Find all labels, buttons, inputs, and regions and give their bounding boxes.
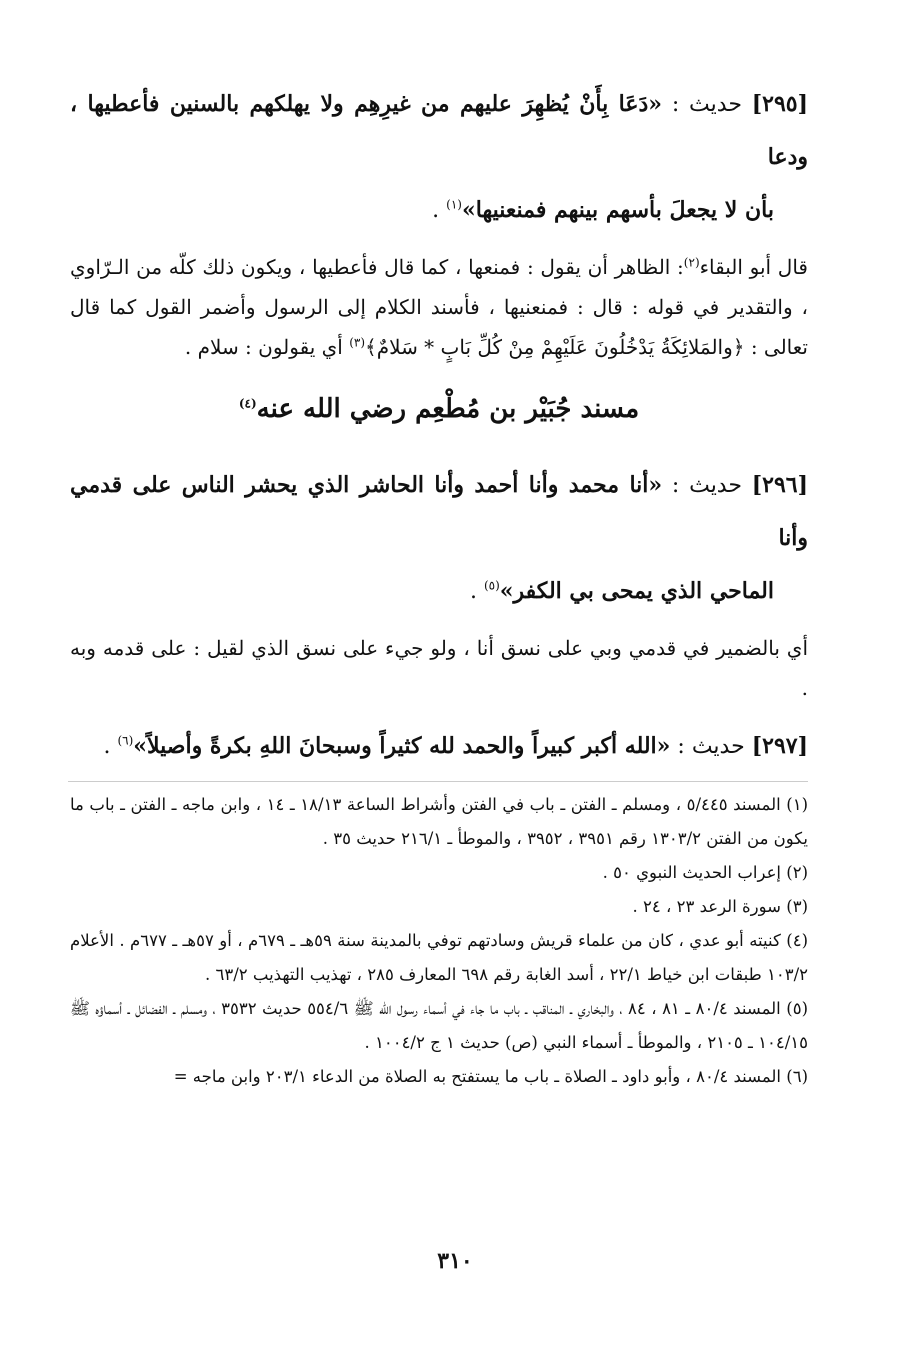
footnote-5: (٥) المسند ٨٠/٤ ـ ٨١ ، ٨٤ ، والبخاري ـ المناقب ـ باب ما جاء في أسماء رسول الله ﷺ ٥٥٤/٦ حديث ٣٥٣٢ ، ومسلم ـ الفضائل ـ أسماؤه ﷺ ١٠٤/١٥ ـ ٢١٠٥ ، والموطأ ـ أسماء النبي (ص) حديث ١ ج ١٠٠٤/٢ . (70, 999, 808, 1052)
hadith-text: «الله أكبر كبيراً والحمد لله كثيراً وسبحانَ اللهِ بكرةً وأصيلاً» (133, 733, 671, 759)
footnote-3: (٣) سورة الرعد ٢٣ ، ٢٤ . (632, 897, 808, 916)
footnote-divider (68, 781, 808, 782)
hadith-end: . (432, 198, 447, 223)
footnote-2: (٢) إعراب الحديث النبوي ٥٠ . (602, 863, 808, 882)
hadith-text-line2: الماحي الذي يمحى بي الكفر» (499, 578, 774, 604)
hadith-number: [٢٩٧] (751, 733, 808, 759)
hadith-label: حديث : (671, 473, 742, 498)
hadith-end: . (103, 734, 118, 759)
footnote-6: (٦) المسند ٨٠/٤ ، وأبو داود ـ الصلاة ـ باب ما يستفتح به الصلاة من الدعاء ٢٠٣/١ وابن ماجه = (173, 1067, 808, 1086)
hadith-label: حديث : (671, 92, 742, 117)
hadith-text-line1: «دَعَا بِأَنْ يُظهِرَ عليهم من غيرِهِم ولا يهلكهم بالسنين فأعطيها ، ودعا (70, 91, 808, 170)
commentary-1-body: : الظاهر أن يقول : فمنعها ، كما قال فأعطيها ، ويكون ذلك كلّه من الـرّاوي ، والتقدير في قوله : قال : فمنعنيها ، فأسند الكلام إلى الرسول وأضمر القول كما قال تعالى : ﴿والمَلائِكَةُ يَدْخُلُونَ عَلَيْهِمْ مِنْ كُلِّ بَابٍ * سَلامٌ﴾ (70, 255, 808, 359)
hadith-295 (70, 78, 808, 237)
commentary-1-intro: قال أبو البقاء (699, 255, 808, 279)
page-body (70, 78, 808, 1094)
section-title (70, 379, 808, 439)
footnote-ref: (١) (446, 197, 462, 212)
footnote-ref: (٣) (349, 335, 366, 350)
hadith-296 (70, 459, 808, 618)
commentary-2: أي بالضمير في قدمي وبي على نسق أنا ، ولو جيء على نسق الذي لقيل : على قدمه وبه . (70, 636, 808, 700)
section-title-text: مسند جُبَيْر بن مُطْعِم رضي الله عنه (256, 394, 640, 424)
footnote-ref: (٢) (683, 255, 700, 270)
hadith-end: . (469, 579, 484, 604)
hadith-number: [٢٩٥] (751, 91, 809, 117)
footnote-1: (١) المسند ٥/٤٤٥ ، ومسلم ـ الفتن ـ باب في الفتن وأشراط الساعة ١٨/١٣ ـ ١٤ ، وابن ماجه ـ الفتن ـ باب ما يكون من الفتن ١٣٠٣/٢ رقم ٣٩٥١ ، ٣٩٥٢ ، والموطأ ـ ٢١٦/١ حديث ٣٥ . (70, 795, 808, 848)
hadith-text-line2: بأن لا يجعلَ بأسهم بينهم فمنعنيها» (461, 197, 774, 223)
footnote-ref: (٦) (117, 733, 134, 748)
page-number: ٣١٠ (437, 1248, 473, 1274)
commentary-1-end: أي يقولون : سلام . (184, 335, 350, 359)
hadith-text-line1: «أنا محمد وأنا أحمد وأنا الحاشر الذي يحشر الناس على قدمي وأنا (70, 472, 808, 551)
footnote-ref: (٥) (483, 578, 500, 593)
footnote-ref: (٤) (238, 396, 257, 411)
hadith-number: [٢٩٦] (751, 472, 809, 498)
hadith-297 (70, 720, 808, 773)
hadith-label: حديث : (677, 734, 745, 759)
commentary-1 (70, 247, 808, 367)
footnotes (70, 788, 808, 1094)
footnote-4: (٤) كنيته أبو عدي ، كان من علماء قريش وسادتهم توفي بالمدينة سنة ٥٩هـ ـ ٦٧٩م ، أو ٥٧هـ ـ ٦٧٧م . الأعلام ١٠٣/٢ طبقات ابن خياط ٢٢/١ ، أسد الغابة رقم ٦٩٨ المعارف ٢٨٥ ، تهذيب التهذيب ٦٣/٢ . (70, 931, 809, 984)
